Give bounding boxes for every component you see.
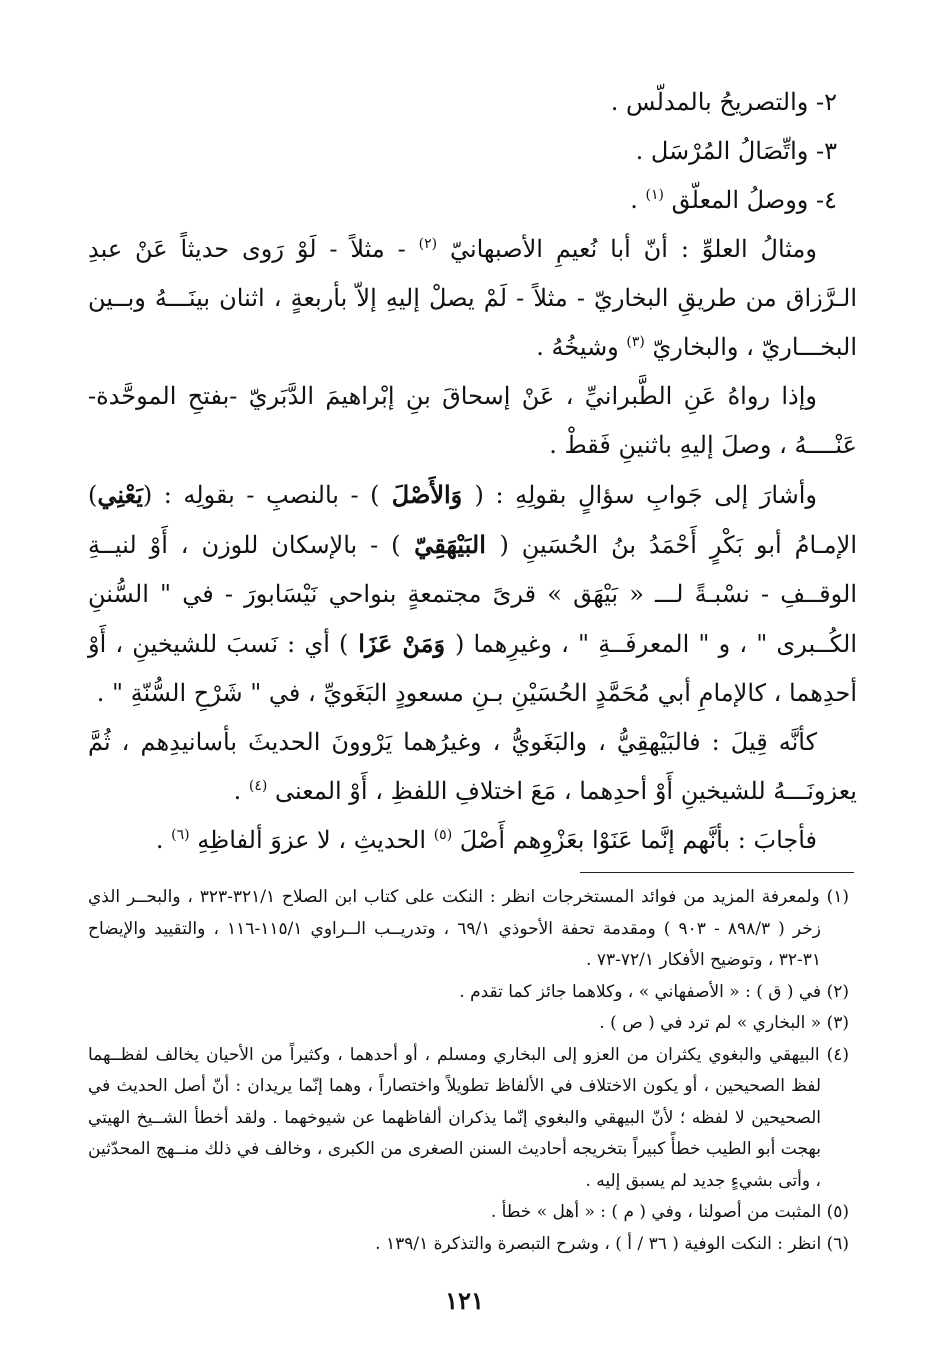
- paragraph-text: ومثالُ العلوِّ : أنّ أبا نُعيمِ الأصبهانيّ: [449, 235, 817, 263]
- footnote-3: (٣) « البخاري » لم ترد في ( ص ) .: [599, 1013, 849, 1033]
- footnote-marker: (٦): [171, 827, 190, 843]
- paragraph-ishara: [88, 470, 857, 718]
- paragraph-text: .: [233, 777, 249, 805]
- footnote-marker: (٢): [418, 236, 438, 252]
- paragraph-text: وإذا رواهُ عَنِ الطَّبرانيِّ ، عَنْ إسحاقَ بنِ إبْراهيمَ الدَّبَريّ -بفتحِ الموحَّدة- عَنْــــهُ ، وصلَ إليهِ باثنينِ فَقطْ .: [88, 382, 857, 459]
- paragraph-text: الحديثِ ، لا عزوَ ألفاظِهِ: [197, 826, 434, 854]
- footnote-6: (٦) انظر : النكت الوفية ( ٣٦ / أ ) ، وشرح التبصرة والتذكرة ١٣٩/١ .: [375, 1233, 849, 1254]
- list-item-text: ٢- والتصريحُ بالمدلّس .: [610, 88, 837, 116]
- paragraph-text: ) أي : نَسبَ للشيخينِ ، أَوْ أحدِهما ، كالإمامِ أبي مُحَمَّدٍ الحُسَيْنِ بـنِ مسعودٍ البَغَويِّ ، في " شَرْحِ السُّنّةِ " .: [88, 630, 857, 707]
- footnote-5: (٥) المثبت من أصولنا ، وفي ( م ) : « أهل » خطأ .: [490, 1202, 849, 1222]
- footnote-2: (٢) في ( ق ) : « الأصفهاني » ، وكلاهما جائز كما تقدم .: [459, 981, 849, 1002]
- paragraph-text: - مثلاً - لَوْ رَوى حديثاً عَنْ عبدِ الـرَّزاق من طريقِ البخاريّ - مثلاً - لَمْ يصلْ إليهِ إلاّ بأربعةٍ ، اثنان بينَـــهُ وبــين البخـــاريّ ، والبخاريّ: [88, 235, 857, 361]
- paragraph-question: [88, 718, 857, 816]
- paragraph-text: وشيخُهُ .: [536, 333, 627, 361]
- footnote-divider: [580, 872, 854, 873]
- footnote-4: (٤) البيهقي والبغوي يكثران من العزو إلى البخاري ومسلم ، أو أحدهما ، وكثيراً من الأحيان يخالف لفظــهما لفظ الصحيحين ، أو يكون الاختلاف في الألفاظ تطويلاً واختصاراً ، وهما إنّما يريدان : أنّ أصل الحديث في الصحيحين لا لفظه ؛ لأنّ البيهقي والبغوي إنّما يذكران ألفاظهما عن شيوخهما . ولقد أخطأ الشــيخ الهيتي بهجت أبو الطيب خطأً كبيراً بتخريجه أحاديث السنن الصغرى من الكبرى ، وخالف في ذلك منــهج المحدّثين ، وأتى بشيءٍ جديد لم يسبق إليه .: [88, 1044, 849, 1191]
- main-text: [88, 78, 857, 865]
- footnotes: [88, 882, 849, 1260]
- verse-term: البَيْهَقِيّ: [400, 530, 500, 559]
- verse-term: وَالأَصْلَ: [379, 480, 475, 509]
- verse-term: وَمَنْ عَزَا: [348, 629, 455, 658]
- paragraph-text: .: [155, 826, 172, 854]
- list-item-2: [88, 78, 857, 127]
- paragraph-text: فأجابَ : بأنَّهم إنَّما عَنَوْا بعَزْوِهم أَصْلَ: [459, 826, 817, 854]
- paragraph-uluw: [88, 225, 857, 372]
- list-item-3: [88, 127, 857, 176]
- paragraph-text: ) - بالنصبِ - بقولِه : (: [142, 481, 380, 509]
- paragraph-tabarani: [88, 372, 857, 470]
- list-item-text: .: [630, 186, 646, 214]
- list-item-text: ٤- ووصلُ المعلّق: [671, 186, 837, 214]
- verse-term: يَعْنِي: [97, 480, 143, 509]
- paragraph-text: ) الإمـامُ أبو بَكْرٍ أَحْمَدُ بنُ الحُسَينِ (: [88, 481, 858, 559]
- footnote-marker: (٥): [433, 827, 453, 843]
- paragraph-answer: [88, 816, 857, 865]
- paragraph-text: كأنَّه قِيلَ : فالبَيْهقِيُّ ، والبَغَويُّ ، وغيرُهما يَرْوونَ الحديثَ بأسانيدِهم ، ثُمَّ يعزونَـــهُ للشيخينِ أَوْ أحدِهما ، مَعَ اختلافِ اللفظِ ، أَوْ المعنى: [88, 728, 857, 805]
- paragraph-text: وأشارَ إلى جَوابِ سؤالٍ بقولِهِ : (: [474, 481, 818, 509]
- paragraph-text: ) - بالإسكان للوزن ، أَوْ لنيــةِ الوقــفِ - نسْبـةً لـــ « بَيْهَق » قرىً مجتمعةٍ بنواحي نَيْسَابورَ - في " السُّننِ الكُــبرى " ، و " المعرفَــةِ " ، وغيرِهما (: [88, 531, 857, 658]
- footnote-1: (١) ولمعرفة المزيد من فوائد المستخرجات انظر : النكت على كتاب ابن الصلاح ٣٢١/١-٣٢٣ ، والبحــر الذي زخر ( ٨٩٨/٣ - ٩٠٣ ) ومقدمة تحفة الأحوذي ٦٩/١ ، وتدريــب الــراوي ١١٥/١-١١٦ ، والتقييد والإيضاح ٣١-٣٢ ، وتوضيح الأفكار ٧٢/١-٧٣ .: [88, 887, 850, 970]
- footnote-marker: (٣): [626, 334, 645, 350]
- footnote-marker: (١): [645, 187, 664, 203]
- list-item-text: ٣- واتِّصَالُ المُرْسَل .: [635, 137, 837, 165]
- list-item-4: [88, 176, 857, 225]
- page-number: ١٢١: [445, 1286, 484, 1315]
- footnote-marker: (٤): [248, 778, 268, 794]
